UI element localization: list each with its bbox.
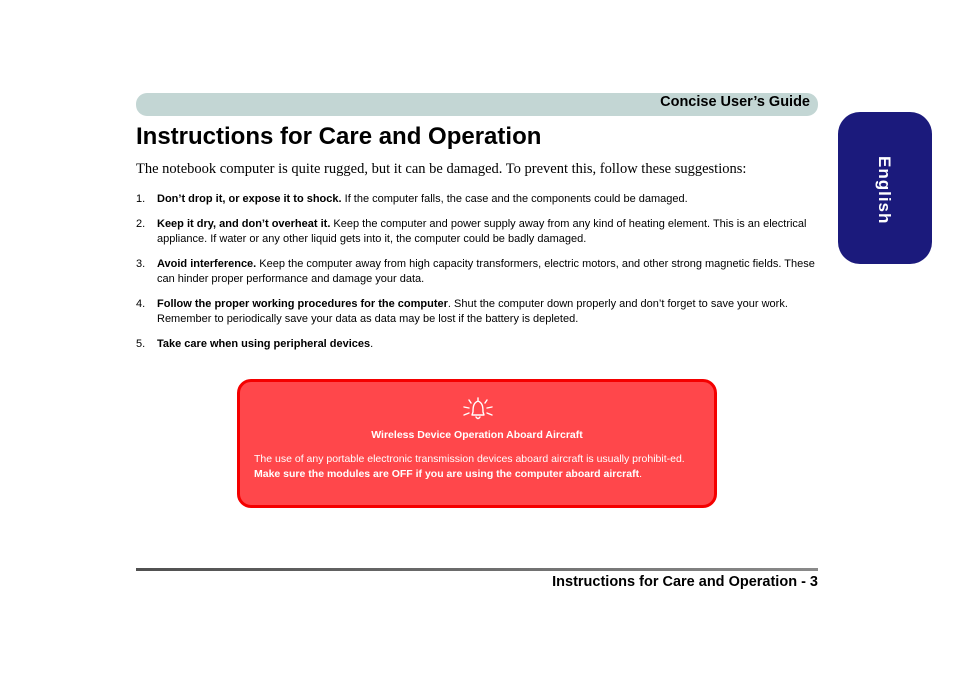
warning-body-end: . <box>639 468 643 480</box>
footer-divider <box>136 568 818 571</box>
list-item-heading: Don’t drop it, or expose it to shock. <box>157 193 342 205</box>
footer-page-label: Instructions for Care and Operation - 3 <box>552 574 818 590</box>
warning-body-text: The use of any portable electronic transmission devices aboard aircraft is usually prohibit-ed. <box>254 453 685 465</box>
list-item-text: If the computer falls, the case and the components could be damaged. <box>341 193 688 205</box>
list-item <box>136 192 818 207</box>
list-item-heading: Take care when using peripheral devices <box>157 338 371 350</box>
list-item-heading: Avoid interference. <box>157 258 257 270</box>
intro-paragraph: The notebook computer is quite rugged, but it can be damaged. To prevent this, follow these suggestions: <box>136 161 747 177</box>
warning-body <box>254 452 702 482</box>
list-item-heading: Keep it dry, and don’t overheat it. <box>157 218 331 230</box>
warning-body-emphasis: Make sure the modules are OFF if you are using the computer aboard aircraft <box>254 468 640 480</box>
alarm-bell-icon <box>460 394 496 422</box>
list-item <box>136 217 818 247</box>
list-item-text: . Shut the computer down properly and don’t forget to save your work. Remember to periodically save your data as data may be lost if the battery is depleted. <box>157 298 788 325</box>
list-item-heading: Follow the proper working procedures for the computer <box>157 298 448 310</box>
list-item <box>136 297 818 327</box>
list-item-number: 4. <box>136 298 146 310</box>
guide-title: Concise User’s Guide <box>660 94 810 110</box>
list-item-number: 1. <box>136 193 146 205</box>
list-item-text: Keep the computer away from high capacity transformers, electric motors, and other strong magnetic fields. These can hinder proper performance and damage your data. <box>157 258 815 285</box>
list-item <box>136 337 818 352</box>
list-item-text: . <box>370 338 374 350</box>
page-title: Instructions for Care and Operation <box>136 123 542 150</box>
list-item-text: Keep the computer and power supply away from any kind of heating element. This is an electrical appliance. If water or any other liquid gets into it, the computer could be badly damaged. <box>157 218 807 245</box>
language-tab <box>838 112 932 264</box>
list-item-number: 2. <box>136 218 146 230</box>
header-bar <box>136 93 818 116</box>
warning-box <box>237 379 717 508</box>
language-tab-label: English <box>875 156 894 225</box>
list-item <box>136 257 818 287</box>
care-instructions-list <box>136 192 818 362</box>
warning-title: Wireless Device Operation Aboard Aircraft <box>371 429 583 441</box>
list-item-number: 3. <box>136 258 146 270</box>
list-item-number: 5. <box>136 338 146 350</box>
